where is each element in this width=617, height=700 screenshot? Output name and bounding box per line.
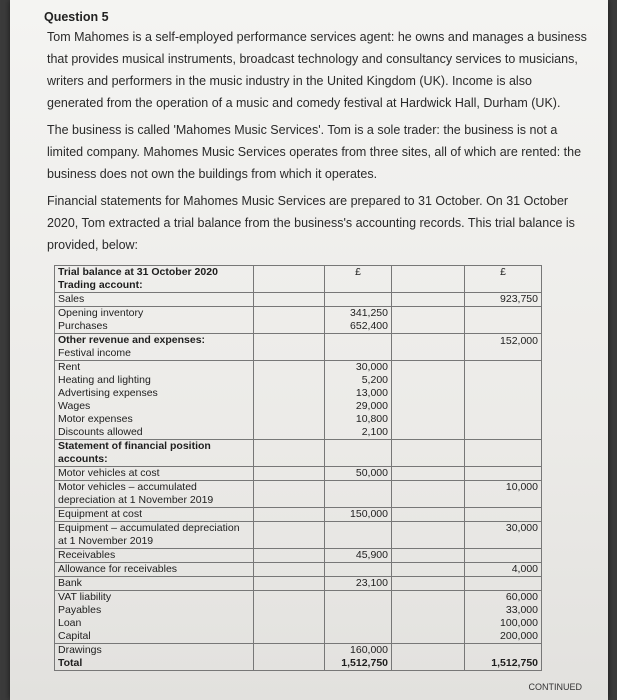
paragraph-3: Financial statements for Mahomes Music Services are prepared to 31 October. On 31 October 2020, Tom extracted a trial balance from the business's accounting records. This trial balance is provided, below: [47,194,575,252]
table-row: Motor vehicles – accumulated depreciation at 1 November 2019 10,000 [55,481,542,508]
table-row [55,266,542,293]
debit-header: £ [325,266,392,293]
table-row: Equipment – accumulated depreciation at 1 November 2019 30,000 [55,522,542,549]
table-row: Receivables 45,900 [55,549,542,563]
table-title: Trial balance at 31 October 2020 Trading account: [55,266,254,293]
table-row: Statement of financial position accounts: [55,440,542,467]
table-row: Bank 23,100 [55,577,542,591]
table-row: Opening inventory Purchases 341,250 652,400 [55,307,542,334]
table-row: Equipment at cost 150,000 [55,508,542,522]
question-title: Question 5 [44,10,109,24]
credit-header: £ [465,266,542,293]
table-row: Motor vehicles at cost 50,000 [55,467,542,481]
table-row: Sales 923,750 [55,293,542,307]
table-row: Allowance for receivables 4,000 [55,563,542,577]
table-row: VAT liability Payables Loan Capital 60,000 33,000 100,000 200,000 [55,591,542,644]
trial-balance-table [54,265,542,671]
paragraph-1: Tom Mahomes is a self-employed performance services agent: he owns and manages a business that provides musical instruments, broadcast technology and consultancy services to musicians, writers and performers in the music industry in the United Kingdom (UK). Income is also generated from the operation of a music and comedy festival at Hardwick Hall, Durham (UK). [47,30,587,110]
table-row: Drawings Total 160,000 1,512,750 1,512,750 [55,644,542,671]
table-row: Rent Heating and lighting Advertising expenses Wages Motor expenses Discounts allowed 30,000 5,200 13,000 29,000 10,800 2,100 [55,361,542,440]
table-row: Other revenue and expenses: Festival income 152,000 [55,334,542,361]
paragraph-2: The business is called 'Mahomes Music Services'. Tom is a sole trader: the business is not a limited company. Mahomes Music Services operates from three sites, all of which are rented: the business does not own the buildings from which it operates. [47,123,582,181]
page [10,0,608,700]
continued-label: CONTINUED [528,682,582,692]
